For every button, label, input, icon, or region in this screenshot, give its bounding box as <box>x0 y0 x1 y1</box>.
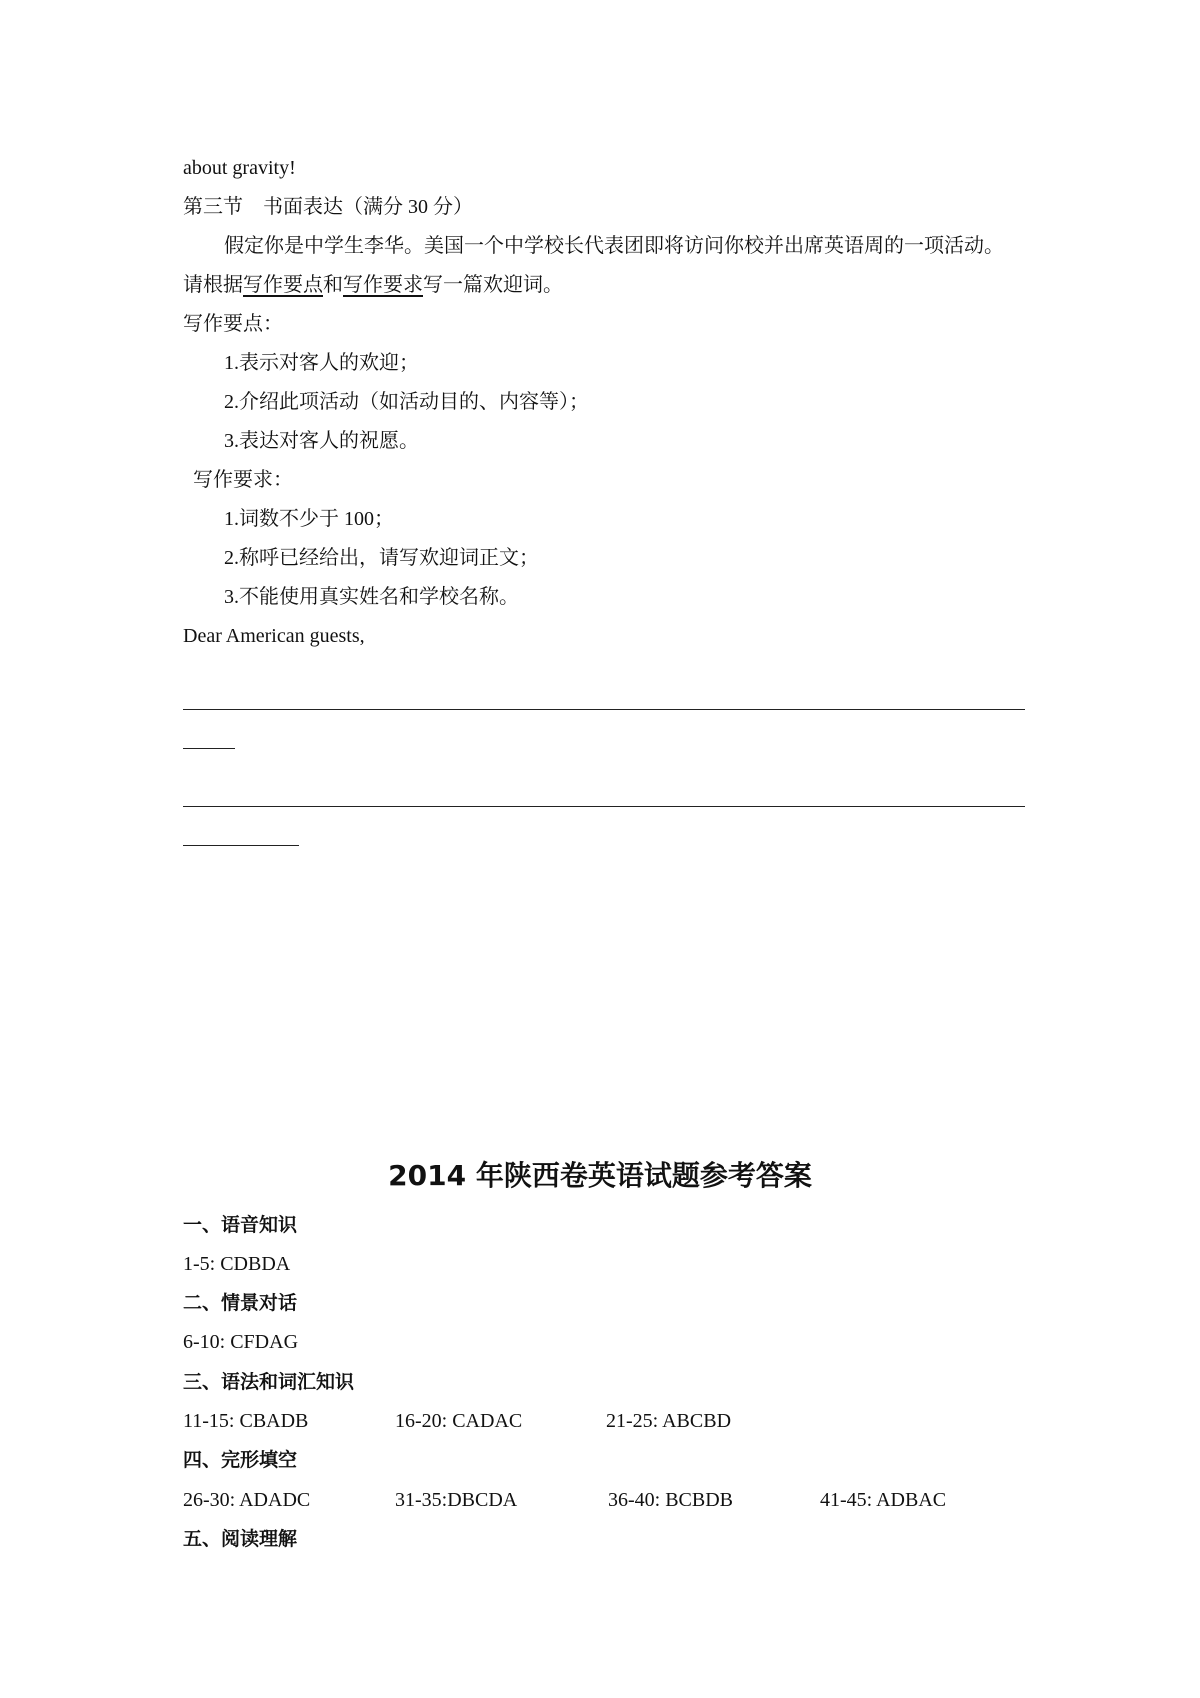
answer-group: 21-25: ABCBD <box>606 1410 732 1432</box>
answer-group: 16-20: CADAC <box>395 1410 523 1432</box>
answers-section-heading: 二、情景对话 <box>183 1292 298 1314</box>
point-item: 1.表示对客人的欢迎； <box>224 352 419 374</box>
requirement-item: 1.词数不少于 100； <box>224 508 394 530</box>
answers-section-heading: 四、完形填空 <box>183 1449 298 1471</box>
answer-key-title: 2014 年陕西卷英语试题参考答案 <box>388 1159 812 1192</box>
answer-blank-line <box>183 709 1025 710</box>
answers-section-heading: 三、语法和词汇知识 <box>183 1371 355 1393</box>
point-item: 2.介绍此项活动（如活动目的、内容等）； <box>224 391 589 413</box>
answer-group: 11-15: CBADB <box>183 1410 309 1432</box>
answer-group: 26-30: ADADC <box>183 1489 311 1511</box>
points-label: 写作要点： <box>183 313 283 335</box>
answer-group: 36-40: BCBDB <box>608 1489 734 1511</box>
answer-group: 6-10: CFDAG <box>183 1331 299 1353</box>
answer-blank-line <box>183 845 299 846</box>
section-heading: 第三节 书面表达（满分 30 分） <box>183 196 473 218</box>
prompt-text: 和 <box>323 274 343 296</box>
answers-section-heading: 一、语音知识 <box>183 1214 298 1236</box>
writing-points-ref: 写作要点 <box>243 274 323 296</box>
answer-blank-line <box>183 748 235 749</box>
answer-blank-line <box>183 806 1025 807</box>
text-fragment: about gravity! <box>183 157 296 179</box>
writing-requirements-ref: 写作要求 <box>343 274 423 296</box>
point-item: 3.表达对客人的祝愿。 <box>224 430 419 452</box>
prompt-text: 请根据 <box>183 274 243 296</box>
requirement-item: 2.称呼已经给出，请写欢迎词正文； <box>224 547 539 569</box>
answers-section-heading: 五、阅读理解 <box>183 1528 298 1550</box>
requirements-label: 写作要求： <box>193 469 293 491</box>
salutation: Dear American guests, <box>183 625 365 647</box>
answer-group: 31-35:DBCDA <box>395 1489 518 1511</box>
prompt-line-1: 假定你是中学生李华。美国一个中学校长代表团即将访问你校并出席英语周的一项活动。 <box>224 235 1004 257</box>
requirement-item: 3.不能使用真实姓名和学校名称。 <box>224 586 519 608</box>
answer-group: 41-45: ADBAC <box>820 1489 947 1511</box>
answer-group: 1-5: CDBDA <box>183 1253 291 1275</box>
prompt-line-2 <box>183 273 563 297</box>
prompt-text: 写一篇欢迎词。 <box>423 274 563 296</box>
